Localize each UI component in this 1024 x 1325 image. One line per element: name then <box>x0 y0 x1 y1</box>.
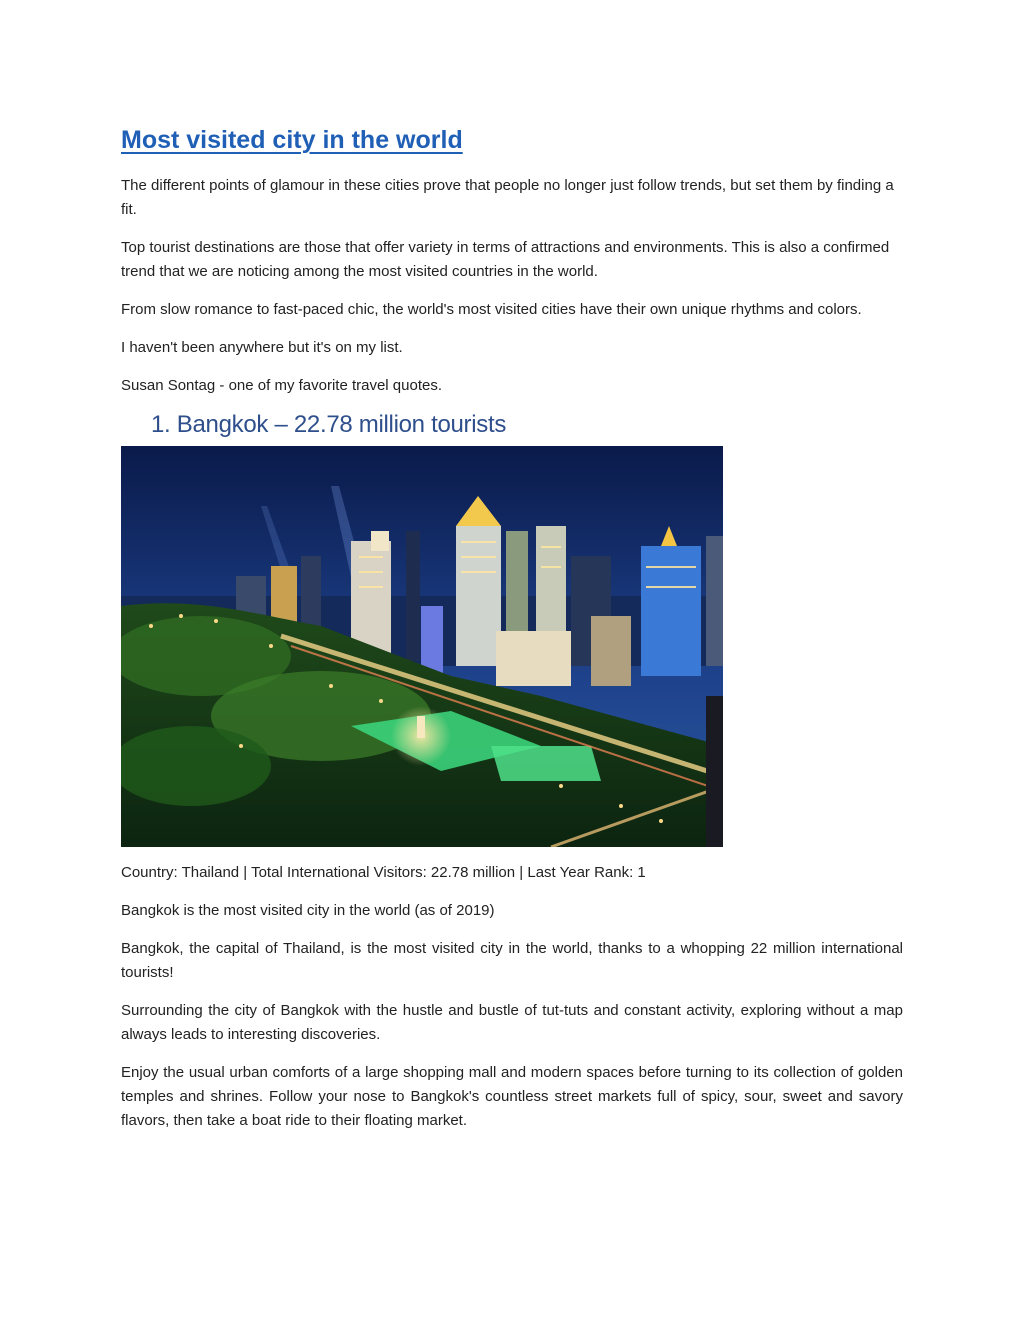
section-paragraph-2: Bangkok, the capital of Thailand, is the most visited city in the world, thanks to a whopping 22 million international tourists! <box>121 940 903 981</box>
intro-paragraph-1: The different points of glamour in these cities prove that people no longer just follow trends, but set them by finding a fit. <box>121 177 894 218</box>
intro-paragraph-3: From slow romance to fast-paced chic, the world's most visited cities have their own unique rhythms and colors. <box>121 301 862 318</box>
section-heading-bangkok: 1. Bangkok – 22.78 million tourists <box>151 411 507 438</box>
article-body <box>121 122 903 1133</box>
intro-paragraph-4: I haven't been anywhere but it's on my list. <box>121 339 403 356</box>
section-paragraph-4: Enjoy the usual urban comforts of a large shopping mall and modern spaces before turning to its collection of golden temples and shrines. Follow your nose to Bangkok's countless street markets full of spicy, sour, sweet and savory flavors, then take a boat ride to their floating market. <box>121 1064 903 1129</box>
bangkok-skyline-photo <box>121 446 723 847</box>
intro-paragraph-2: Top tourist destinations are those that offer variety in terms of attractions and environments. This is also a confirmed trend that we are noticing among the most visited countries in the world. <box>121 239 890 280</box>
intro-paragraph-5: Susan Sontag - one of my favorite travel quotes. <box>121 377 443 394</box>
city-meta-line: Country: Thailand | Total International Visitors: 22.78 million | Last Year Rank: 1 <box>121 864 646 881</box>
section-paragraph-1: Bangkok is the most visited city in the world (as of 2019) <box>121 902 495 919</box>
section-paragraph-3: Surrounding the city of Bangkok with the hustle and bustle of tut-tuts and constant activity, exploring without a map always leads to interesting discoveries. <box>121 1002 903 1043</box>
article-title-link[interactable]: Most visited city in the world <box>121 126 463 154</box>
